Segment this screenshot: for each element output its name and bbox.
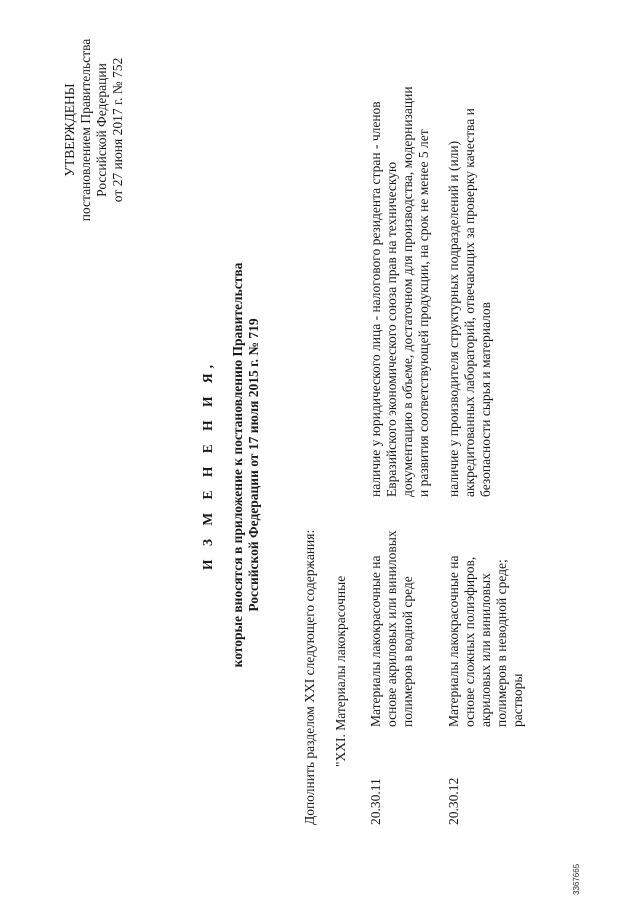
product-code: 20.30.12 [446,777,461,825]
table-row [368,65,432,825]
document-header [200,185,262,745]
approval-line: постановлением Правительства [78,38,93,222]
approval-date-number: от 27 июня 2017 г. № 752 [110,57,125,203]
requirements-table [368,65,540,825]
product-requirement: наличие у производителя структурных подразделений и (или) аккредитованных лабораторий, отвечающих за проверку качества и безопасности сырья и материалов [446,108,493,497]
table-row [446,65,526,825]
section-title: "XXI. Материалы лакокрасочные [333,575,348,767]
document-subtitle: Российской Федерации от 17 июля 2015 г. № 719 [246,318,261,612]
document-reference-number: 3367665 [572,863,581,895]
product-name: Материалы лакокрасочные на основе сложных полиэфиров, акриловых или виниловых полимеров в неводной среде; растворы [446,555,525,727]
product-code: 20.30.11 [368,778,383,825]
approval-stamp [62,15,126,245]
approval-heading: УТВЕРЖДЕНЫ [62,83,77,177]
document-title: И З М Е Н Е Н И Я, [200,360,215,571]
product-name: Материалы лакокрасочные на основе акриловых или виниловых полимеров в водной среде [368,530,415,727]
approval-line: Российской Федерации [94,63,109,197]
product-requirement: наличие у юридического лица - налогового резидента стран - членов Евразийского экономического союза прав на техническую документацию в объеме, достаточном для производства, модернизации и развития соответствующей продукции, на срок не менее 5 лет [368,86,431,497]
intro-text: Дополнить разделом XXI следующего содержания: [302,529,317,825]
document-subtitle: которые вносятся в приложение к постановлению Правительства [230,262,245,668]
